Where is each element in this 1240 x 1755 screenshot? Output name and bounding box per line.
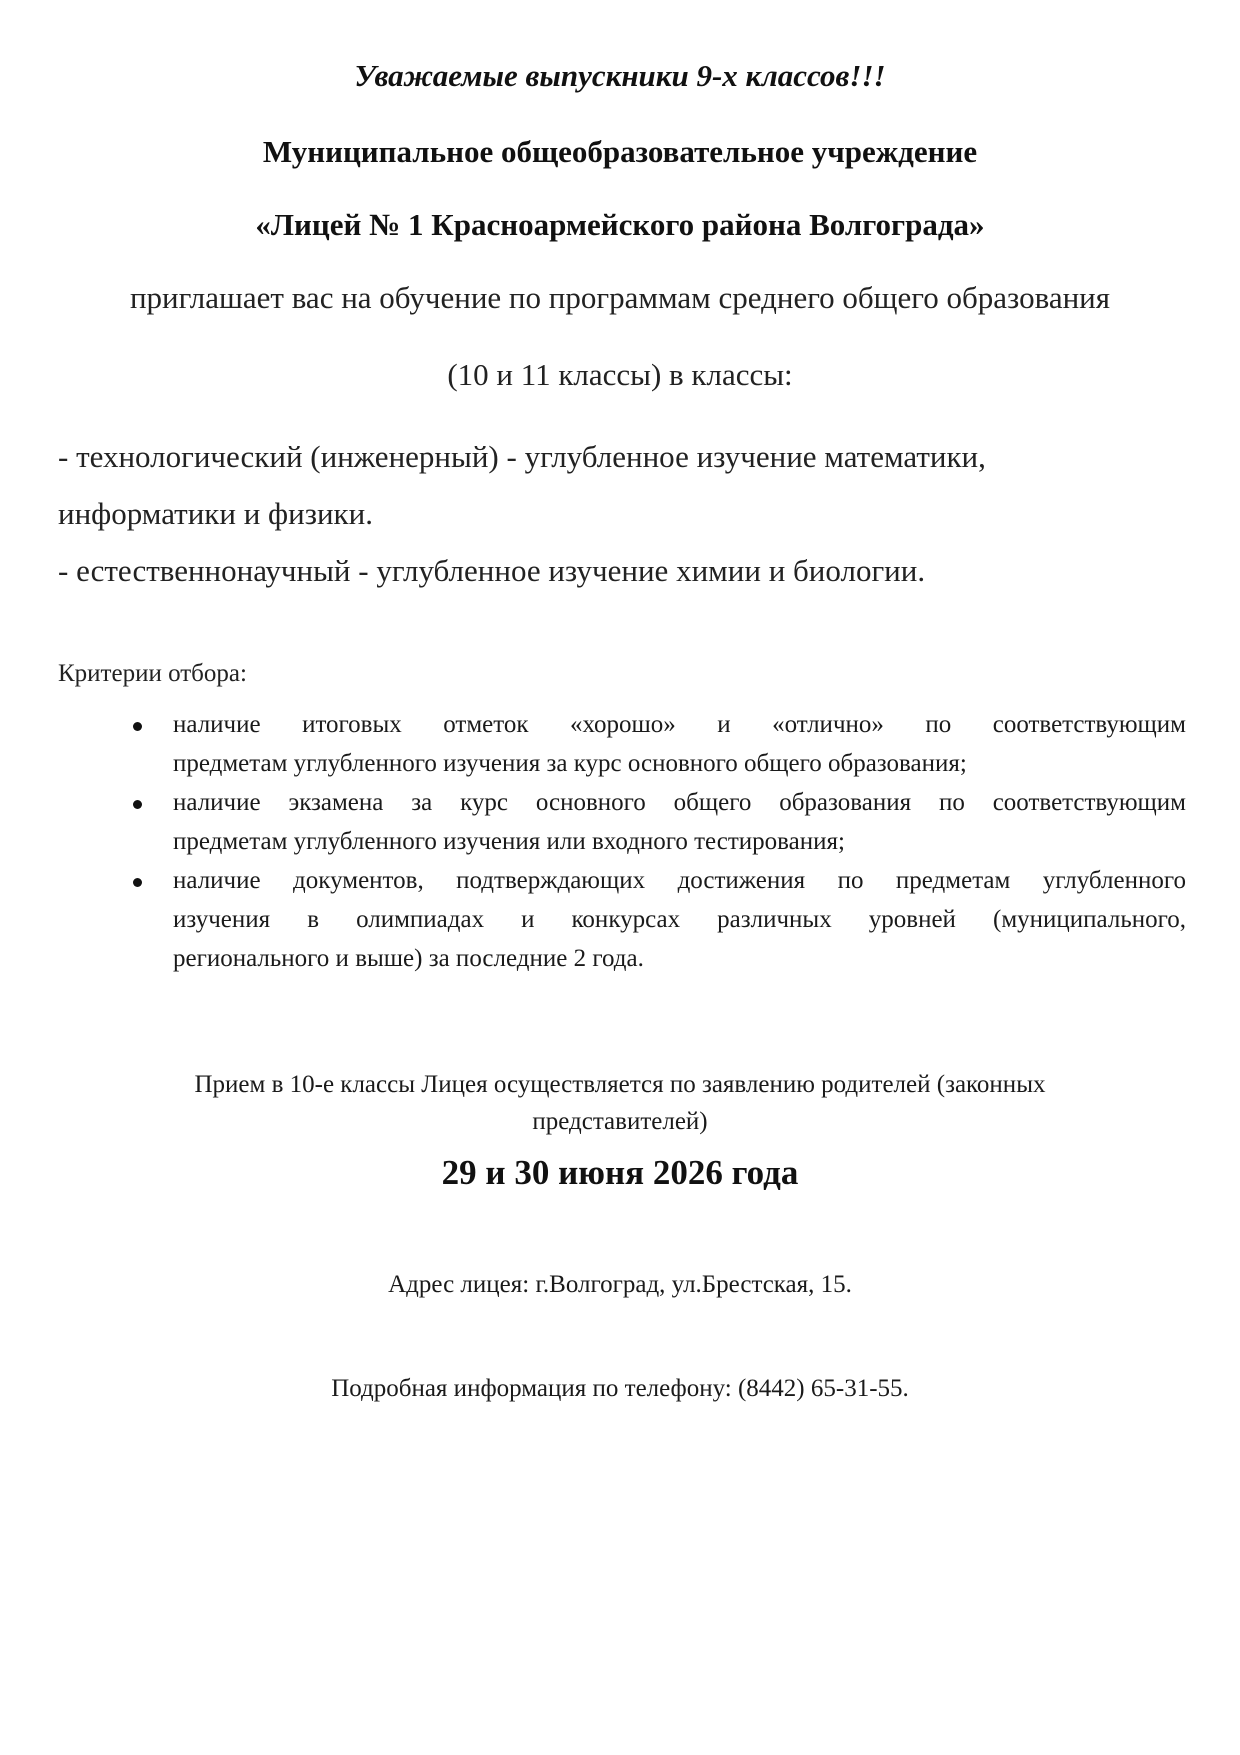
grades-text: (10 и 11 классы) в классы: (447, 357, 793, 392)
school-address: Адрес лицея: г.Волгоград, ул.Брестская, 15. (388, 1271, 852, 1298)
criteria-item (133, 705, 1186, 783)
class-profiles (58, 428, 1188, 599)
admission-dates: 29 и 30 июня 2026 года (441, 1153, 799, 1192)
bullet-icon (133, 878, 142, 887)
greeting-heading: Уважаемые выпускники 9-х классов!!! (354, 58, 886, 93)
criteria-line: наличие экзамена за курс основного общего образования по соответствующим (173, 789, 1186, 816)
criteria-line: изучения в олимпиадах и конкурсах различных уровней (муниципального, (173, 906, 1186, 933)
bullet-icon (133, 800, 142, 809)
organization-name: «Лицей № 1 Красноармейского района Волгограда» (255, 207, 985, 242)
profile-line: - естественнонаучный - углубленное изучение химии и биологии. (58, 553, 926, 588)
admission-info (0, 1066, 1240, 1140)
criteria-line: предметам углубленного изучения или входного тестирования; (173, 828, 845, 855)
criteria-line: регионального и выше) за последние 2 года. (173, 945, 644, 972)
contact-phone: Подробная информация по телефону: (8442) 65-31-55. (331, 1375, 909, 1402)
criteria-line: наличие итоговых отметок «хорошо» и «отлично» по соответствующим (173, 711, 1186, 738)
criteria-line: наличие документов, подтверждающих достижения по предметам углубленного (173, 867, 1186, 894)
admission-line: представителей) (532, 1108, 708, 1135)
criteria-line: предметам углубленного изучения за курс основного общего образования; (173, 750, 967, 777)
profile-line: - технологический (инженерный) - углубленное изучение математики, (58, 439, 986, 474)
bullet-icon (133, 722, 142, 731)
criteria-title: Критерии отбора: (58, 660, 247, 687)
profile-line: информатики и физики. (58, 496, 373, 531)
admission-line: Прием в 10-е классы Лицея осуществляется по заявлению родителей (законных (194, 1071, 1046, 1098)
organization-type: Муниципальное общеобразовательное учреждение (262, 134, 978, 169)
criteria-list (133, 705, 1186, 978)
criteria-item (133, 783, 1186, 861)
criteria-item (133, 861, 1186, 978)
invitation-text: приглашает вас на обучение по программам среднего общего образования (129, 280, 1111, 315)
